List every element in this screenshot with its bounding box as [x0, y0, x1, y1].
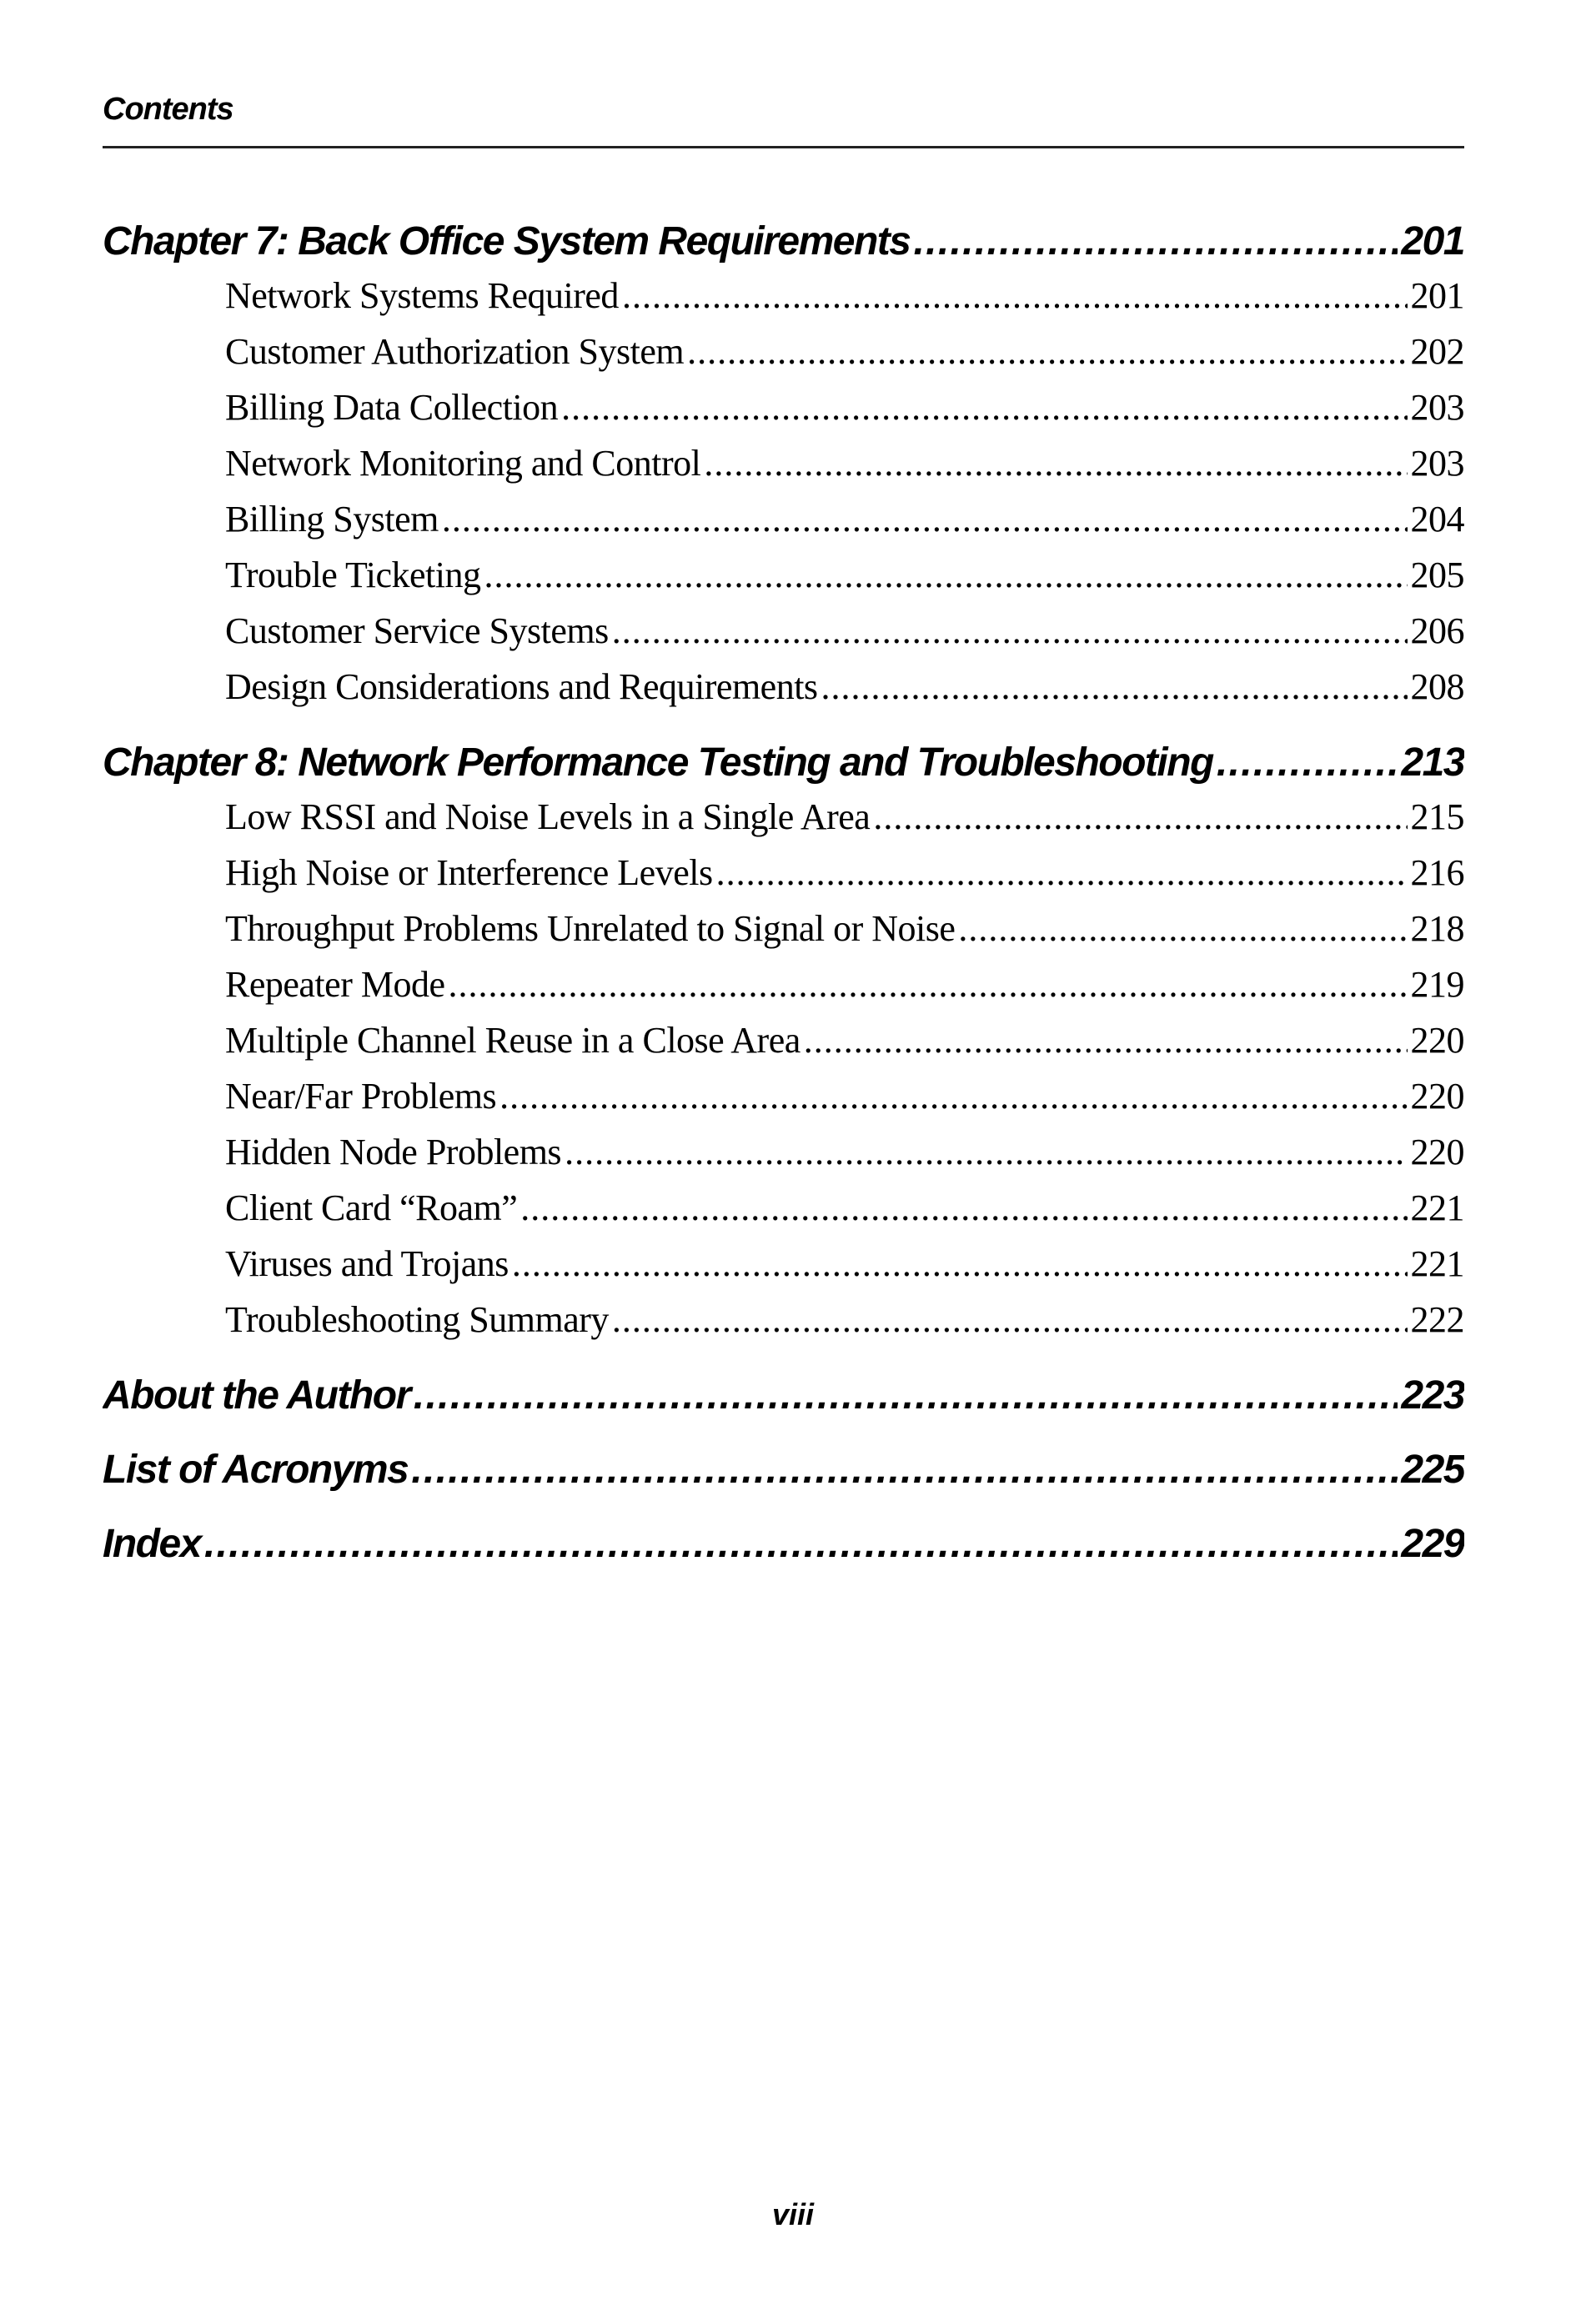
dot-leader: [449, 963, 1408, 1006]
toc-section-entry: [103, 796, 1464, 851]
toc-section-entry: [103, 963, 1464, 1019]
toc-section-entry: [103, 1131, 1464, 1187]
dot-leader: [873, 796, 1407, 838]
entry-title: Throughput Problems Unrelated to Signal or Noise: [225, 908, 956, 949]
toc-section-entry: [103, 274, 1464, 330]
entry-title: Network Monitoring and Control: [225, 443, 701, 484]
dot-leader: [565, 1131, 1407, 1173]
entry-title: Repeater Mode: [225, 964, 445, 1005]
entry-page-number: 219: [1410, 964, 1464, 1005]
toc-section-entry: [103, 1019, 1464, 1075]
entry-page-number: 204: [1410, 499, 1464, 540]
entry-page-number: 229: [1401, 1522, 1464, 1566]
running-header: Contents: [103, 92, 233, 127]
entry-page-number: 225: [1401, 1448, 1464, 1492]
entry-title: Chapter 7: Back Office System Requirements: [103, 219, 911, 264]
toc-chapter-entry: [103, 1373, 1464, 1428]
entry-title: Billing Data Collection: [225, 387, 559, 428]
entry-page-number: 220: [1410, 1020, 1464, 1061]
dot-leader: [704, 442, 1407, 484]
entry-title: Near/Far Problems: [225, 1076, 497, 1117]
entry-page-number: 223: [1401, 1373, 1464, 1418]
entry-title: Troubleshooting Summary: [225, 1299, 609, 1340]
dot-leader: [512, 1242, 1408, 1285]
toc-section-entry: [103, 610, 1464, 665]
entry-title: Design Considerations and Requirements: [225, 666, 818, 707]
toc-section-entry: [103, 442, 1464, 498]
entry-title: Index: [103, 1522, 201, 1566]
toc-section-entry: [103, 1298, 1464, 1354]
dot-leader: [804, 1019, 1408, 1062]
toc-section-entry: [103, 907, 1464, 963]
toc-section-entry: [103, 851, 1464, 907]
toc-chapter-entry: [103, 1447, 1464, 1503]
entry-page-number: 221: [1410, 1243, 1464, 1284]
entry-page-number: 220: [1410, 1076, 1464, 1117]
entry-title: Client Card “Roam”: [225, 1187, 518, 1228]
entry-title: Customer Service Systems: [225, 610, 609, 651]
entry-page-number: 220: [1410, 1132, 1464, 1172]
entry-title: Viruses and Trojans: [225, 1243, 509, 1284]
dot-leader: [913, 218, 1398, 264]
toc-chapter-entry: [103, 218, 1464, 274]
dot-leader: [520, 1187, 1407, 1229]
toc-section-entry: [103, 665, 1464, 721]
dot-leader: [821, 665, 1408, 708]
entry-title: List of Acronyms: [103, 1448, 409, 1492]
toc-section-entry: [103, 498, 1464, 554]
entry-title: About the Author: [103, 1373, 410, 1418]
dot-leader: [414, 1373, 1398, 1418]
dot-leader: [612, 610, 1408, 652]
entry-title: Chapter 8: Network Performance Testing and Troubleshooting: [103, 740, 1213, 785]
dot-leader: [612, 1298, 1408, 1341]
toc-section-entry: [103, 1242, 1464, 1298]
entry-page-number: 221: [1410, 1187, 1464, 1228]
entry-page-number: 222: [1410, 1299, 1464, 1340]
table-of-contents: [103, 218, 1464, 1577]
entry-title: Multiple Channel Reuse in a Close Area: [225, 1020, 801, 1061]
toc-chapter-entry: [103, 1521, 1464, 1577]
entry-title: Billing System: [225, 499, 439, 540]
entry-page-number: 203: [1410, 387, 1464, 428]
entry-title: Customer Authorization System: [225, 331, 685, 372]
entry-page-number: 203: [1410, 443, 1464, 484]
toc-chapter-entry: [103, 740, 1464, 796]
entry-title: Hidden Node Problems: [225, 1132, 562, 1172]
dot-leader: [958, 907, 1407, 950]
dot-leader: [484, 554, 1408, 596]
entry-page-number: 205: [1410, 555, 1464, 595]
entry-page-number: 218: [1410, 908, 1464, 949]
entry-title: Trouble Ticketing: [225, 555, 481, 595]
entry-page-number: 215: [1410, 796, 1464, 837]
page-number: viii: [771, 2197, 815, 2231]
entry-page-number: 216: [1410, 852, 1464, 893]
dot-leader: [716, 851, 1408, 894]
entry-page-number: 213: [1401, 740, 1464, 785]
dot-leader: [687, 330, 1407, 373]
dot-leader: [204, 1521, 1398, 1567]
header-rule: [103, 146, 1464, 148]
toc-section-entry: [103, 1187, 1464, 1242]
toc-section-entry: [103, 330, 1464, 386]
toc-section-entry: [103, 554, 1464, 610]
dot-leader: [442, 498, 1408, 540]
toc-section-entry: [103, 386, 1464, 442]
entry-title: High Noise or Interference Levels: [225, 852, 713, 893]
entry-title: Low RSSI and Noise Levels in a Single Area: [225, 796, 871, 837]
dot-leader: [411, 1447, 1398, 1493]
entry-title: Network Systems Required: [225, 275, 619, 316]
dot-leader: [499, 1075, 1407, 1117]
entry-page-number: 206: [1410, 610, 1464, 651]
dot-leader: [1217, 740, 1398, 786]
dot-leader: [622, 274, 1408, 317]
toc-section-entry: [103, 1075, 1464, 1131]
entry-page-number: 201: [1401, 219, 1464, 264]
entry-page-number: 201: [1410, 275, 1464, 316]
dot-leader: [561, 386, 1407, 429]
entry-page-number: 208: [1410, 666, 1464, 707]
entry-page-number: 202: [1410, 331, 1464, 372]
